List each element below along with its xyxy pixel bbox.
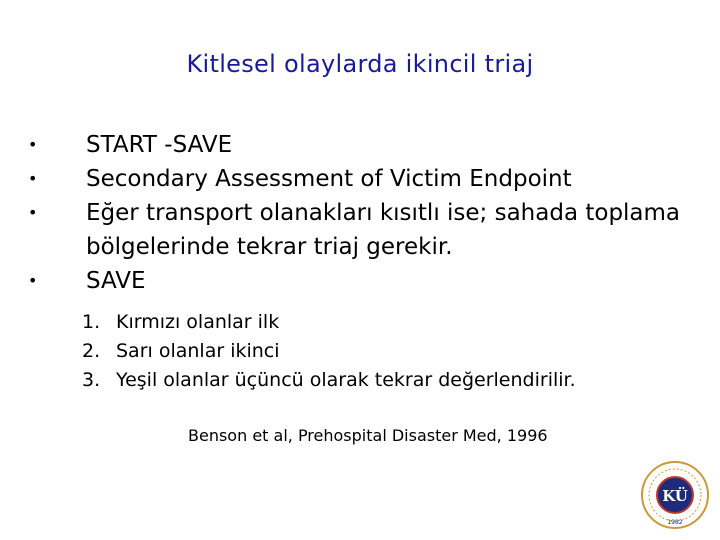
item-number: 3. (82, 369, 101, 391)
numbered-item (82, 337, 702, 366)
bullet-item (28, 128, 708, 162)
seal-initials: KÜ (662, 487, 688, 505)
bullet-text: Eğer transport olanakları kısıtlı ise; sahada toplama bölgelerinde tekrar triaj gerekir. (86, 200, 681, 260)
bullet-item (28, 264, 708, 298)
numbered-item (82, 308, 702, 337)
item-number: 1. (82, 311, 101, 333)
bullet-item (28, 162, 708, 196)
item-text: Yeşil olanlar üçüncü olarak tekrar değerlendirilir. (116, 369, 576, 391)
item-text: Sarı olanlar ikinci (116, 340, 280, 362)
bullet-item (28, 196, 708, 264)
numbered-list (82, 308, 702, 395)
bullet-text: Secondary Assessment of Victim Endpoint (86, 166, 572, 192)
bullet-text: START -SAVE (86, 132, 233, 158)
item-text: Kırmızı olanlar ilk (116, 311, 280, 333)
slide-title: Kitlesel olaylarda ikincil triaj (186, 50, 534, 78)
bullet-dot: • (28, 203, 38, 222)
numbered-item (82, 366, 702, 395)
seal-year: 1982 (667, 519, 683, 526)
university-seal-logo (640, 460, 710, 530)
citation: Benson et al, Prehospital Disaster Med, 1996 (188, 426, 548, 445)
bullet-list (28, 128, 708, 298)
bullet-dot: • (28, 135, 38, 154)
bullet-dot: • (28, 169, 38, 188)
bullet-dot: • (28, 271, 38, 290)
bullet-text: SAVE (86, 268, 146, 294)
item-number: 2. (82, 340, 101, 362)
